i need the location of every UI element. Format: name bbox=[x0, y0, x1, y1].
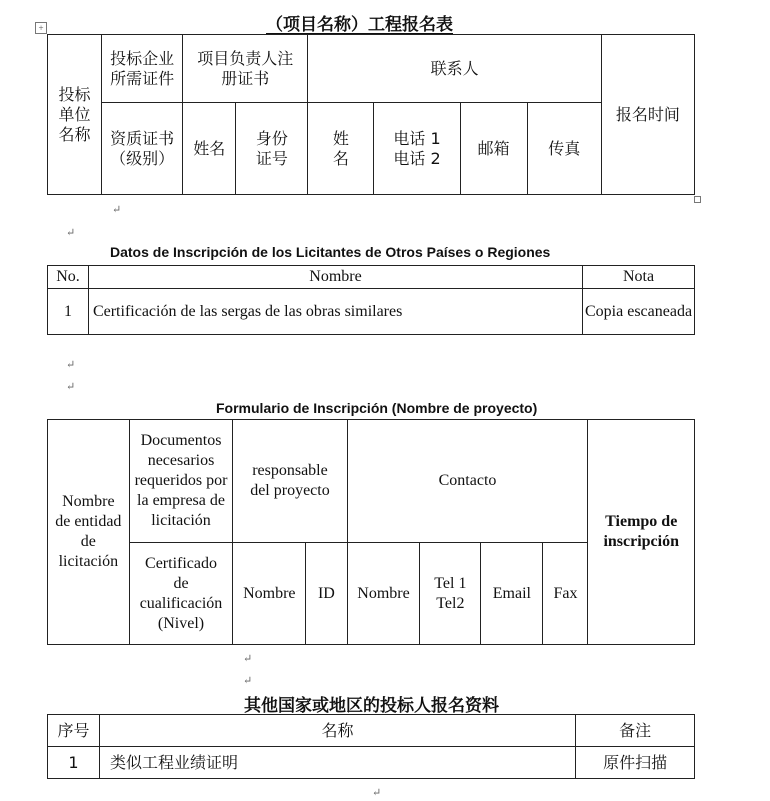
header-bid-certificates: 投标企业所需证件 bbox=[102, 35, 183, 103]
table-row bbox=[48, 747, 695, 779]
header-no: No. bbox=[48, 266, 89, 289]
header-tel: Tel 1 Tel2 bbox=[420, 543, 481, 645]
header-id-number: 身份证号 bbox=[236, 103, 308, 195]
header-registration-time: 报名时间 bbox=[601, 35, 694, 195]
header-registration-time: Tiempo de inscripción bbox=[588, 420, 695, 645]
table-row bbox=[48, 289, 695, 335]
cn-registration-table bbox=[47, 34, 695, 195]
header-no: 序号 bbox=[48, 715, 100, 747]
paragraph-mark: ↵ bbox=[112, 204, 122, 216]
header-pm-registration: 项目负责人注册证书 bbox=[183, 35, 308, 103]
header-qualification: 资质证书（级别） bbox=[102, 103, 183, 195]
header-id: ID bbox=[306, 543, 347, 645]
header-name: Nombre bbox=[233, 543, 306, 645]
header-contact: Contacto bbox=[347, 420, 588, 543]
es-materials-table bbox=[47, 265, 695, 335]
header-contact-name: Nombre bbox=[347, 543, 420, 645]
header-bidder-name: 投标单位名称 bbox=[48, 35, 102, 195]
header-note: 备注 bbox=[576, 715, 695, 747]
table-resize-handle[interactable] bbox=[694, 196, 701, 203]
header-phone: 电话 1 电话 2 bbox=[374, 103, 460, 195]
header-contact: 联系人 bbox=[308, 35, 601, 103]
header-docs: Documentos necesarios requeridos por la empresa de licitación bbox=[129, 420, 233, 543]
row-name: 类似工程业绩证明 bbox=[99, 747, 575, 779]
header-contact-name: 姓名 bbox=[308, 103, 374, 195]
header-fax: 传真 bbox=[527, 103, 601, 195]
es-materials-title: Datos de Inscripción de los Licitantes de Otros Países o Regiones bbox=[110, 244, 551, 260]
paragraph-mark: ↵ bbox=[66, 227, 76, 239]
header-name: 姓名 bbox=[183, 103, 236, 195]
paragraph-mark: ↵ bbox=[372, 787, 382, 799]
header-email: Email bbox=[481, 543, 543, 645]
paragraph-mark: ↵ bbox=[66, 359, 76, 371]
header-name: Nombre bbox=[88, 266, 582, 289]
header-entity: Nombre de entidad de licitación bbox=[48, 420, 130, 645]
header-name: 名称 bbox=[99, 715, 575, 747]
paragraph-mark: ↵ bbox=[66, 381, 76, 393]
row-no: 1 bbox=[48, 289, 89, 335]
row-note: Copia escaneada bbox=[583, 289, 695, 335]
row-note: 原件扫描 bbox=[576, 747, 695, 779]
row-no: 1 bbox=[48, 747, 100, 779]
header-project-manager: responsable del proyecto bbox=[233, 420, 347, 543]
cn-materials-title: 其他国家或地区的投标人报名资料 bbox=[244, 696, 499, 716]
cn-materials-table bbox=[47, 714, 695, 779]
es-registration-title: Formulario de Inscripción (Nombre de proyecto) bbox=[216, 400, 538, 416]
paragraph-mark: ↵ bbox=[243, 675, 253, 687]
header-note: Nota bbox=[583, 266, 695, 289]
row-name: Certificación de las sergas de las obras similares bbox=[88, 289, 582, 335]
header-certificate: Certificado de cualificación (Nivel) bbox=[129, 543, 233, 645]
cn-registration-title: （项目名称）工程报名表 bbox=[266, 15, 453, 35]
header-fax: Fax bbox=[543, 543, 588, 645]
table-move-handle[interactable]: + bbox=[35, 22, 47, 34]
paragraph-mark: ↵ bbox=[243, 653, 253, 665]
header-email: 邮箱 bbox=[460, 103, 527, 195]
es-registration-table bbox=[47, 419, 695, 645]
